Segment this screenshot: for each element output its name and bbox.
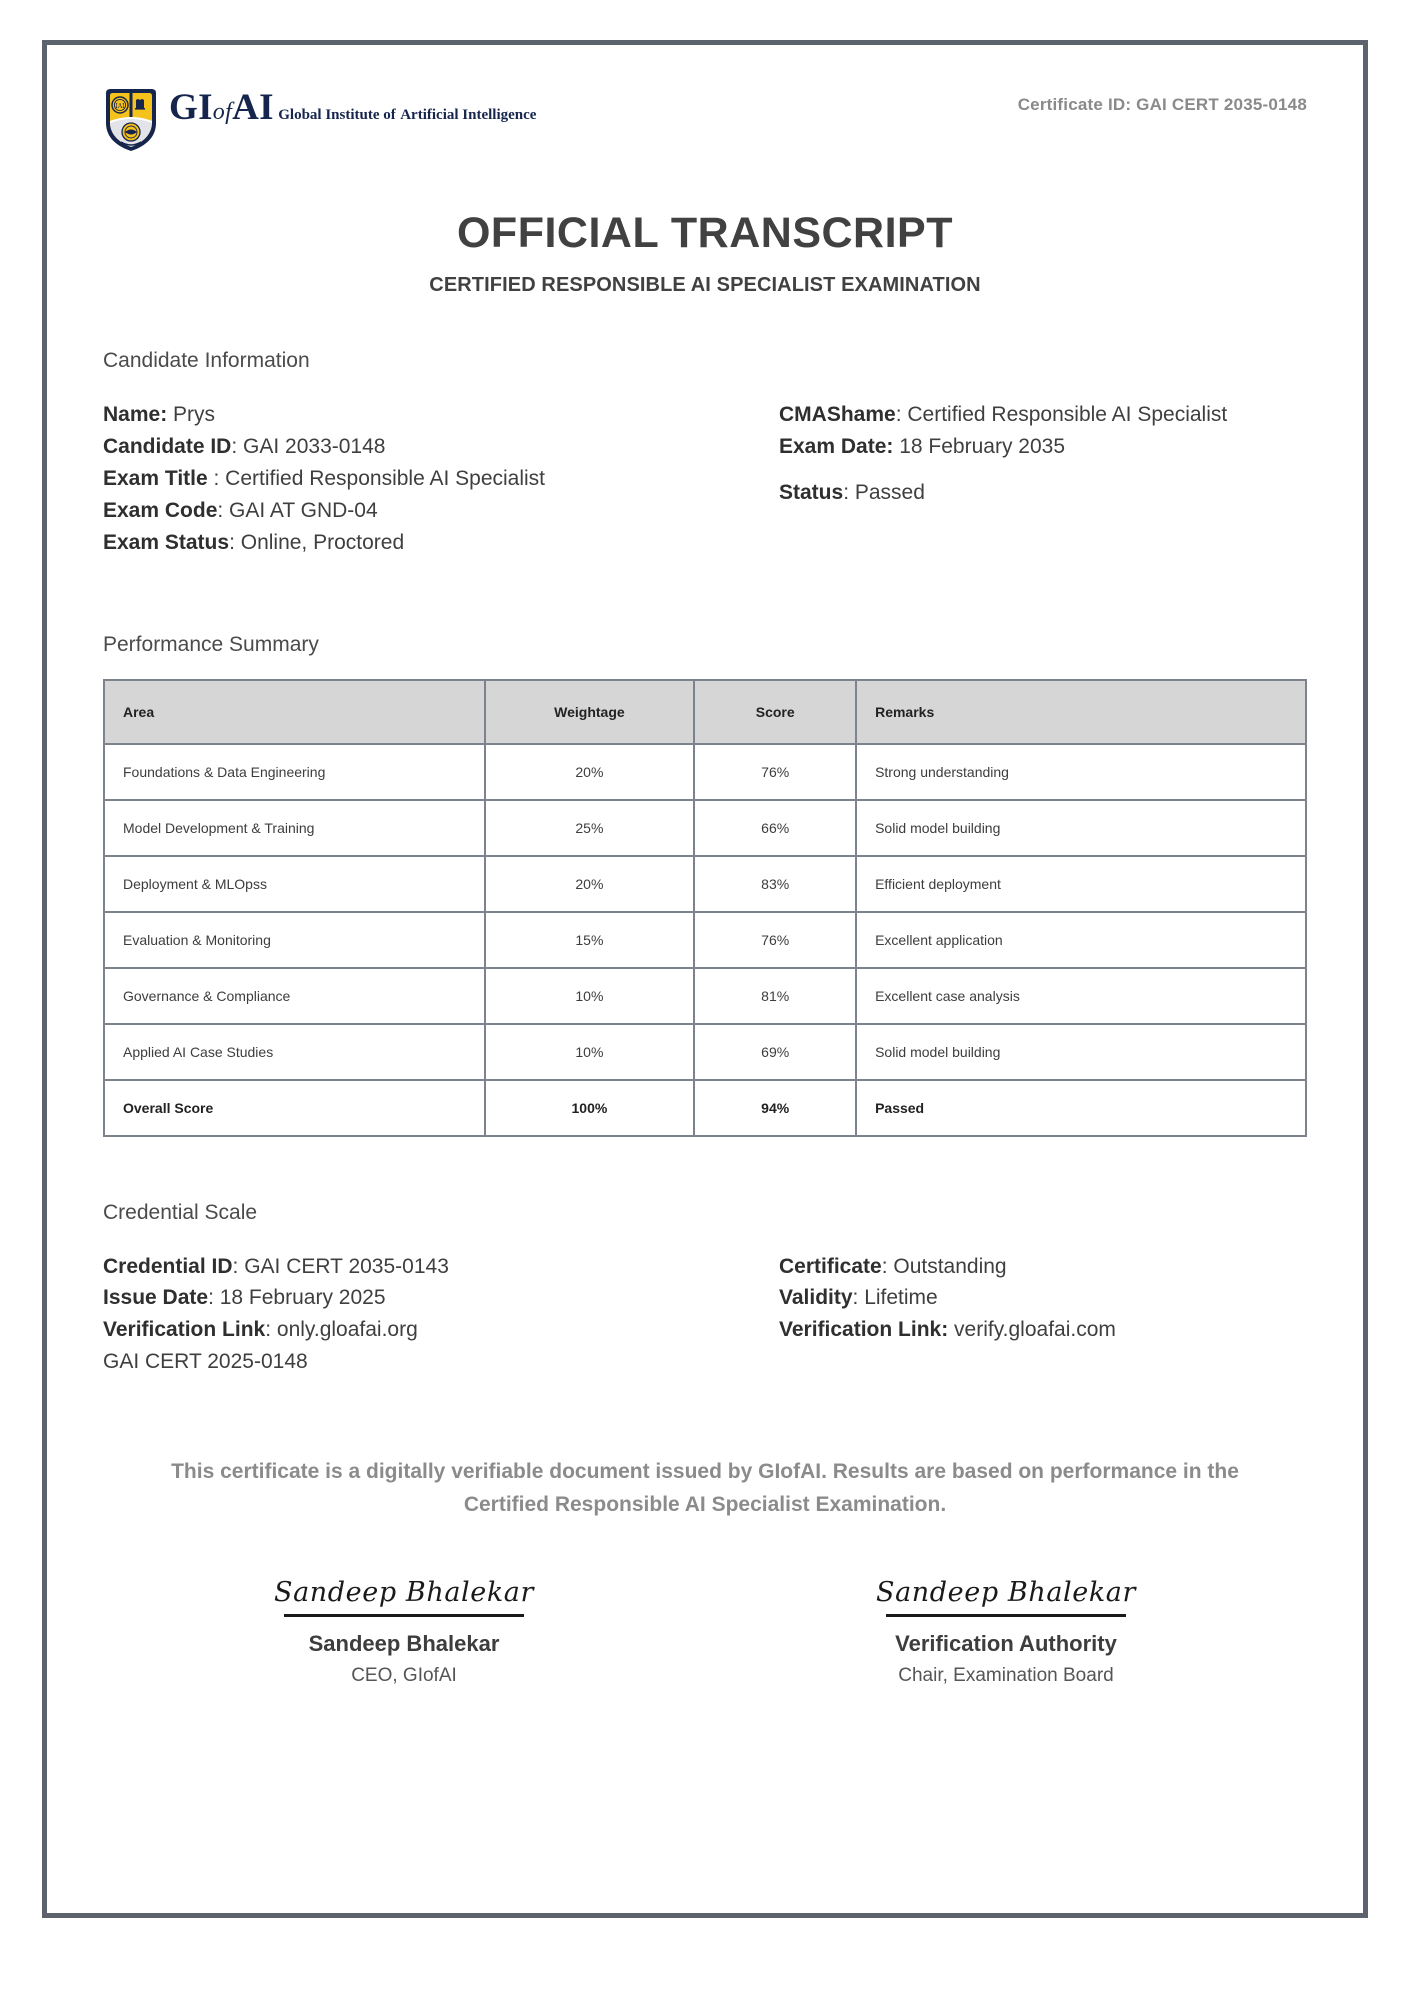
brand-name-gi: GI <box>169 87 213 128</box>
brand-name-of: of <box>212 99 233 125</box>
cell-area: Applied AI Case Studies <box>104 1024 485 1080</box>
candidate-section-label: Candidate Information <box>103 349 310 372</box>
cell-score: 66% <box>694 800 856 856</box>
cell-remarks: Excellent application <box>856 912 1306 968</box>
cell-area: Evaluation & Monitoring <box>104 912 485 968</box>
verification-link-right-value[interactable]: verify.gloafai.com <box>948 1318 1116 1342</box>
field-exam-title-value: : Certified Responsible AI Specialist <box>207 466 546 490</box>
brand-wordmark <box>169 85 536 126</box>
field-exam-title <box>103 463 705 495</box>
field-candidate-id-label: Candidate ID <box>103 434 232 458</box>
performance-section-label: Performance Summary <box>103 632 319 656</box>
field-name <box>103 399 705 431</box>
cell-weightage: 10% <box>485 968 695 1024</box>
performance-table <box>103 679 1307 1137</box>
candidate-right-column <box>705 399 1307 559</box>
signature-image-authority: Sandeep Bhalekar <box>876 1577 1136 1609</box>
field-validity <box>779 1282 1307 1314</box>
candidate-left-column <box>103 399 705 559</box>
brand-subtitle-line2: Artificial Intelligence <box>400 107 537 123</box>
cell-score: 81% <box>694 968 856 1024</box>
signature-row <box>103 1579 1307 1687</box>
candidate-information-section <box>103 349 1307 559</box>
signature-image-ceo: Sandeep Bhalekar <box>274 1577 534 1609</box>
column-header-remarks: Remarks <box>856 680 1306 744</box>
svg-text:IAI: IAI <box>115 103 125 110</box>
signature-name-ceo: Sandeep Bhalekar <box>308 1631 500 1657</box>
credential-extra-line: GAI CERT 2025-0148 <box>103 1350 308 1374</box>
cell-weightage: 20% <box>485 744 695 800</box>
brand-subtitle-line1: Global Institute of <box>278 107 396 123</box>
credential-section-label: Credential Scale <box>103 1200 258 1224</box>
field-cmashame-value: : Certified Responsible AI Specialist <box>895 403 1228 426</box>
field-credential-id <box>103 1251 705 1283</box>
field-exam-date-value: 18 February 2035 <box>893 434 1065 458</box>
cell-overall-label: Overall Score <box>104 1080 485 1136</box>
field-issue-date <box>103 1282 705 1314</box>
field-exam-status-label: Exam Status <box>103 530 230 554</box>
field-exam-status-value: : Online, Proctored <box>229 530 405 554</box>
field-certificate-label: Certificate <box>779 1254 882 1278</box>
cell-remarks: Solid model building <box>856 1024 1306 1080</box>
performance-summary-section <box>103 633 1307 1137</box>
brand-block <box>103 85 536 158</box>
field-issue-date-label: Issue Date <box>103 1286 209 1310</box>
credential-scale-section <box>103 1201 1307 1379</box>
field-certificate-value: : Outstanding <box>881 1254 1007 1278</box>
field-validity-value: : Lifetime <box>852 1286 938 1310</box>
field-name-value: Prys <box>167 403 216 426</box>
cell-weightage: 25% <box>485 800 695 856</box>
column-header-area: Area <box>104 680 485 744</box>
page-title: OFFICIAL TRANSCRIPT <box>456 209 954 257</box>
signature-role-ceo: CEO, GIofAI <box>351 1665 457 1687</box>
candidate-columns <box>103 399 1307 559</box>
credential-left-column <box>103 1251 705 1379</box>
field-certificate <box>779 1251 1307 1283</box>
performance-table-head <box>104 680 1306 744</box>
column-header-weightage: Weightage <box>485 680 695 744</box>
column-header-score: Score <box>694 680 856 744</box>
cell-score: 83% <box>694 856 856 912</box>
certificate-page <box>42 40 1368 1918</box>
page-subtitle: CERTIFIED RESPONSIBLE AI SPECIALIST EXAMINATION <box>429 274 981 296</box>
certificate-id: Certificate ID: GAI CERT 2035-0148 <box>1017 95 1307 114</box>
cell-weightage: 10% <box>485 1024 695 1080</box>
cell-score: 76% <box>694 744 856 800</box>
table-row <box>104 1024 1306 1080</box>
document-header <box>103 85 1307 181</box>
field-cmashame <box>779 399 1307 431</box>
cell-score: 69% <box>694 1024 856 1080</box>
field-exam-status <box>103 527 705 559</box>
signature-role-authority: Chair, Examination Board <box>898 1665 1114 1687</box>
field-credential-id-value: : GAI CERT 2035-0143 <box>232 1254 449 1278</box>
credential-columns <box>103 1251 1307 1379</box>
cell-overall-score: 94% <box>694 1080 856 1136</box>
performance-table-body <box>104 744 1306 1136</box>
disclaimer-text: This certificate is a digitally verifiable document issued by GIofAI. Results are based on performance in the Certified Responsible AI Specialist Examination. <box>171 1460 1239 1516</box>
signature-name-authority: Verification Authority <box>895 1631 1117 1657</box>
field-validity-label: Validity <box>779 1286 853 1310</box>
signature-line-ceo <box>284 1614 524 1617</box>
field-exam-date-label: Exam Date: <box>779 434 894 458</box>
field-verification-link-right-label: Verification Link: <box>779 1318 949 1342</box>
field-exam-code-label: Exam Code <box>103 498 218 522</box>
status-badge: : Passed <box>843 480 925 504</box>
field-issue-date-value: : 18 February 2025 <box>208 1286 386 1310</box>
field-candidate-id-value: : GAI 2033-0148 <box>231 434 386 458</box>
field-exam-code <box>103 495 705 527</box>
field-cmashame-label: CMAShame <box>779 403 896 426</box>
table-row-overall-score <box>104 1080 1306 1136</box>
table-header-row <box>104 680 1306 744</box>
cell-area: Deployment & MLOpss <box>104 856 485 912</box>
field-candidate-id <box>103 431 705 463</box>
shield-crest-icon <box>103 87 159 158</box>
field-exam-date <box>779 431 1307 463</box>
cell-area: Foundations & Data Engineering <box>104 744 485 800</box>
table-row <box>104 968 1306 1024</box>
verification-link-left-value[interactable]: : only.gloafai.org <box>265 1318 418 1342</box>
signature-block-authority <box>856 1579 1156 1687</box>
field-credential-id-label: Credential ID <box>103 1254 233 1278</box>
signature-block-ceo <box>254 1579 554 1687</box>
field-exam-title-label: Exam Title <box>103 466 208 490</box>
cell-weightage: 20% <box>485 856 695 912</box>
cell-remarks: Efficient deployment <box>856 856 1306 912</box>
field-verification-link-left[interactable] <box>103 1314 705 1346</box>
brand-name <box>169 87 274 128</box>
field-status-label: Status <box>779 480 844 504</box>
field-name-label: Name: <box>103 403 168 426</box>
spacer <box>779 463 1307 477</box>
cell-remarks: Excellent case analysis <box>856 968 1306 1024</box>
certificate-content <box>47 45 1363 1913</box>
cell-overall-weightage: 100% <box>485 1080 695 1136</box>
cell-remarks: Strong understanding <box>856 744 1306 800</box>
field-verification-link-right[interactable] <box>779 1314 1307 1346</box>
field-status <box>779 477 1307 509</box>
credential-right-column <box>705 1251 1307 1379</box>
table-row <box>104 856 1306 912</box>
cell-area: Model Development & Training <box>104 800 485 856</box>
field-verification-link-left-label: Verification Link <box>103 1318 266 1342</box>
cell-score: 76% <box>694 912 856 968</box>
table-row <box>104 744 1306 800</box>
signature-line-authority <box>886 1614 1126 1617</box>
cell-area: Governance & Compliance <box>104 968 485 1024</box>
table-row <box>104 912 1306 968</box>
cell-remarks: Solid model building <box>856 800 1306 856</box>
cell-overall-remarks: Passed <box>856 1080 1306 1136</box>
brand-name-ai: AI <box>232 87 274 128</box>
table-row <box>104 800 1306 856</box>
cell-weightage: 15% <box>485 912 695 968</box>
field-exam-code-value: : GAI AT GND-04 <box>217 498 378 522</box>
